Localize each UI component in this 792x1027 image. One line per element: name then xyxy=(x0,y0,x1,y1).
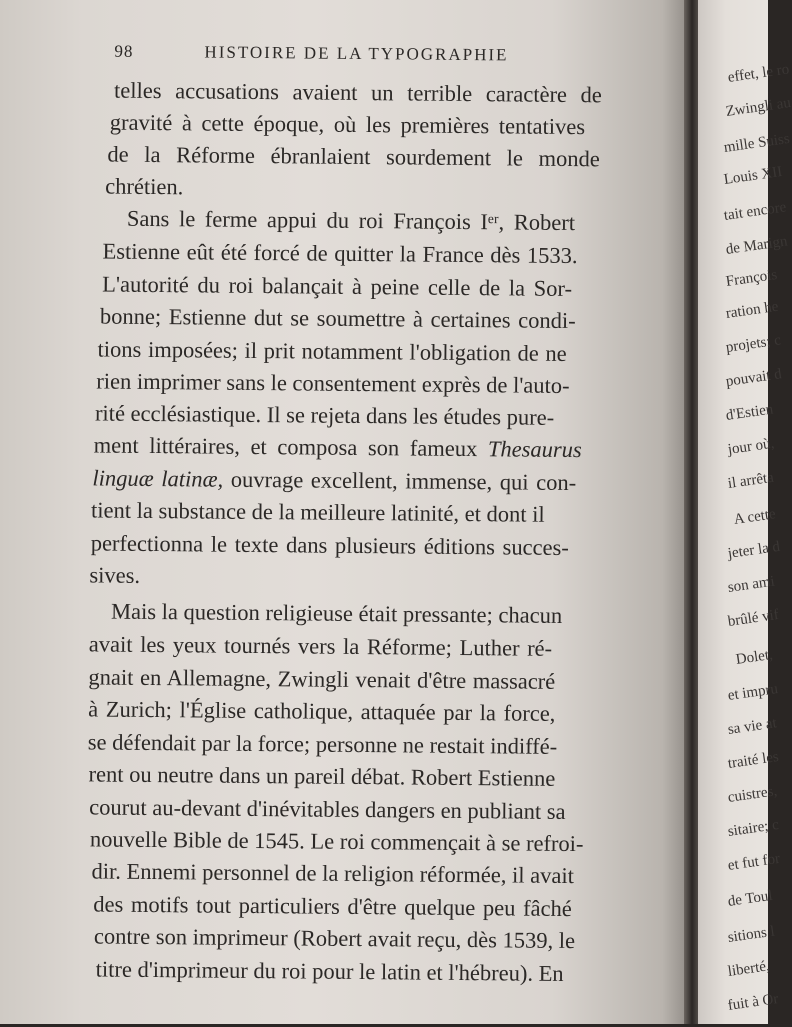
text-line: sives. xyxy=(89,562,141,588)
right-page-fragment: liberté, xyxy=(726,958,771,980)
right-page-fragment: Dolet, xyxy=(734,646,774,668)
text-line: à Zurich; l'Église catholique, attaquée par la force, xyxy=(88,696,556,726)
running-head: HISTOIRE DE LA TYPOGRAPHIE xyxy=(204,42,509,65)
text-line: titre d'imprimeur du roi pour le latin et l'hébreu). En xyxy=(95,956,564,986)
right-page-fragment: d'Estien xyxy=(724,401,775,424)
right-page-fragment: traité les xyxy=(726,748,780,772)
text-line: tient la substance de la meilleure latinité, et dont il xyxy=(90,497,545,527)
text-line: dir. Ennemi personnel de la religion réformée, il avait xyxy=(91,858,575,889)
right-page-fragment: de Marign xyxy=(724,233,789,258)
text-line: courut au-devant d'inévitables dangers en publiant sa xyxy=(89,794,566,824)
text-line: des motifs tout particuliers d'être quelque peu fâché xyxy=(93,891,572,922)
right-page-fragment: cuistres, xyxy=(726,783,779,806)
text-line: ment littéraires, et composa son fameux Thesaurus xyxy=(93,432,582,463)
right-page-fragment: de Toul xyxy=(726,887,774,910)
text-line: Mais la question religieuse était pressante; chacun xyxy=(110,598,563,628)
text-line: rent ou neutre dans un pareil débat. Robert Estienne xyxy=(88,761,556,791)
text-line: contre son imprimeur (Robert avait reçu, dès 1539, le xyxy=(93,923,576,954)
right-page-fragment: mille Suiss xyxy=(722,130,791,156)
right-page-fragment: brûlé vif xyxy=(726,606,780,630)
right-page-fragment: jour où, xyxy=(726,435,776,458)
page-number: 98 xyxy=(114,41,134,61)
right-page-fragment: jeter la d xyxy=(726,538,782,562)
right-page-fragment: projets; c xyxy=(724,332,782,356)
right-page-fragment: sa vie at xyxy=(726,715,778,738)
right-page-fragment: Zwingli au xyxy=(724,94,792,120)
right-page-fragment: effet, le ro xyxy=(726,61,791,86)
right-page-fragment: fuit à Or xyxy=(726,991,780,1014)
right-page-fragment: Louis XII xyxy=(722,163,784,188)
right-page xyxy=(698,0,792,1024)
text-line: Sans le ferme appui du roi François Iᵉʳ, Robert xyxy=(126,205,576,236)
text-line: gnait en Allemagne, Zwingli venait d'être massacré xyxy=(88,664,556,694)
right-page-fragment: et fut for xyxy=(726,850,782,874)
text-line: se défendait par la force; personne ne restait indiffé- xyxy=(87,729,558,759)
right-page-fragment: A cette xyxy=(732,506,777,528)
text-line: rien imprimer sans le consentement exprès de l'auto- xyxy=(96,368,570,399)
right-page-fragment: il arrêta xyxy=(726,469,775,492)
text-line: rité ecclésiastique. Il se rejeta dans les études pure- xyxy=(94,400,555,430)
right-page-fragment: sitaire; c xyxy=(726,816,780,840)
text-line: L'autorité du roi balançait à peine celle de la Sor- xyxy=(102,271,573,302)
right-page-fragment: et impru xyxy=(726,681,779,704)
text-line: tions imposées; il prit notamment l'obligation de ne xyxy=(97,336,567,366)
right-page-fragment: son ami xyxy=(726,573,776,596)
text-line: gravité à cette époque, où les premières tentatives xyxy=(109,109,586,140)
text-line: chrétien. xyxy=(105,173,184,200)
right-page-fragment: François xyxy=(724,266,779,290)
text-line: avait les yeux tournés vers la Réforme; Luther ré- xyxy=(88,631,553,661)
text-line: telles accusations avaient un terrible caractère de xyxy=(113,77,602,108)
text-line: linguæ latinæ, ouvrage excellent, immense, qui con- xyxy=(92,465,577,496)
text-line: perfectionna le texte dans plusieurs éditions succes- xyxy=(90,530,569,561)
text-line: de la Réforme ébranlaient sourdement le monde xyxy=(107,141,600,172)
text-line: Estienne eût été forcé de quitter la France dès 1533. xyxy=(102,238,578,269)
right-page-fragment: pouvait d xyxy=(724,366,783,390)
right-page-fragment: tait encore xyxy=(722,199,788,224)
text-line: nouvelle Bible de 1545. Le roi commençait à se refroi- xyxy=(89,826,584,857)
text-line: bonne; Estienne dut se soumettre à certaines condi- xyxy=(99,303,576,334)
right-page-fragment: sitions l xyxy=(726,923,776,946)
right-page-fragment: ration he xyxy=(724,298,780,322)
